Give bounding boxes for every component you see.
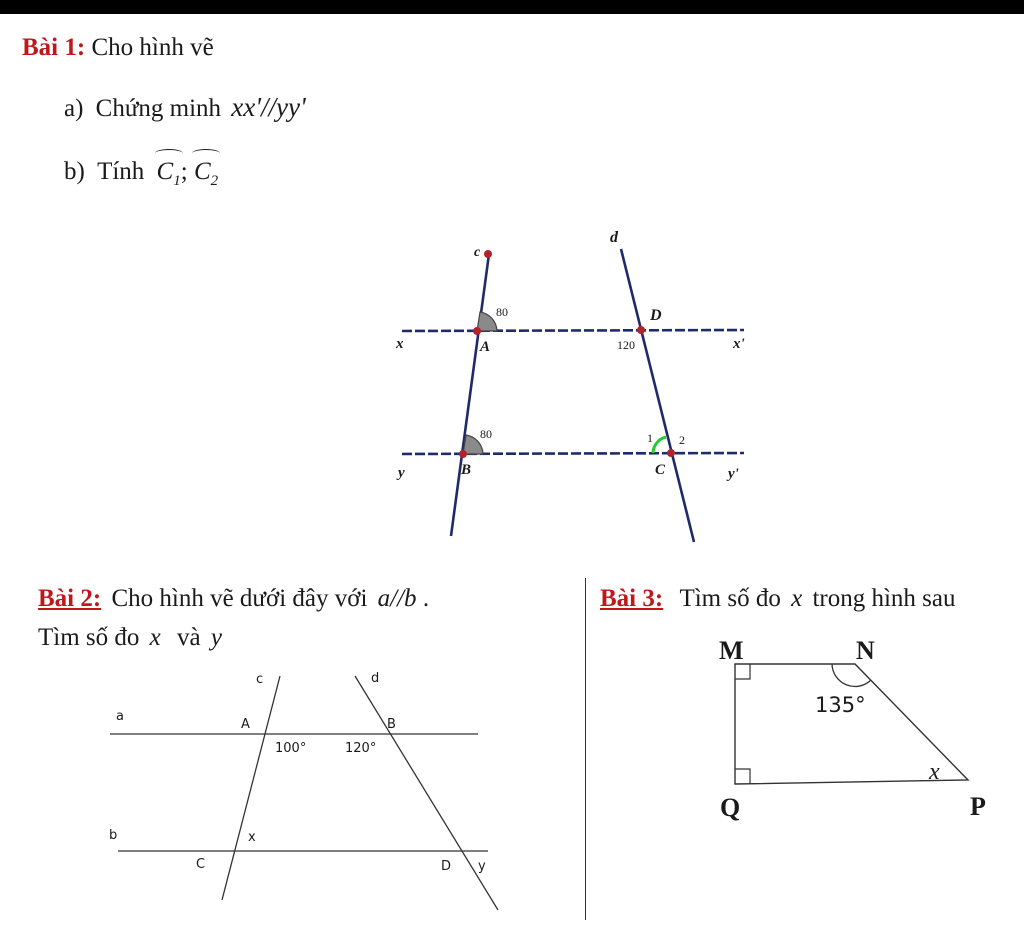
label-D: D: [650, 307, 662, 324]
bai2-line2-y: y: [210, 624, 222, 651]
right-angle-q: [735, 769, 750, 784]
bai1-b-text: Tính: [97, 158, 145, 185]
bai1-a-text: Chứng minh: [95, 95, 222, 122]
label-c2: c: [256, 672, 264, 687]
label-b: b: [109, 828, 118, 843]
label-B2: B: [387, 717, 396, 732]
label-A2: A: [241, 717, 250, 732]
label-C2: C: [196, 857, 206, 872]
angle-label-d: 120: [617, 338, 635, 352]
label-x: x: [396, 336, 404, 352]
label-B: B: [461, 462, 472, 478]
angle-label-100: 100°: [275, 741, 307, 756]
angle-c1-sub: 1: [173, 173, 181, 189]
angle-c1-letter: C: [156, 158, 174, 185]
bai2-line2-prefix: Tìm số đo: [38, 624, 140, 651]
angle-label-x3: x: [929, 759, 940, 785]
label-c: c: [474, 245, 481, 260]
bai3-text-x: x: [791, 585, 803, 612]
label-y2: y: [478, 859, 486, 874]
label-N: N: [856, 636, 875, 665]
bai1-title: Bài 1:: [22, 34, 86, 61]
angle-label-120: 120°: [345, 741, 377, 756]
angle-label-2: 2: [679, 433, 685, 447]
bai3-text-prefix: Tìm số đo: [679, 585, 781, 612]
bai2-line2-and: và: [177, 624, 201, 651]
bai3-text-suffix: trong hình sau: [812, 585, 956, 612]
bai1-b-sep: ;: [180, 158, 188, 185]
label-y-prime: y': [728, 466, 739, 482]
label-x-prime: x': [733, 336, 745, 352]
angle-label-135: 135°: [815, 693, 866, 717]
bai2-line1-math: a//b: [377, 585, 417, 612]
bai1-b-prefix: b): [64, 158, 85, 185]
label-C: C: [655, 462, 666, 478]
label-D2: D: [441, 859, 452, 874]
angle-c2-sub: 2: [210, 173, 219, 189]
bai1-intro: Cho hình vẽ: [91, 34, 214, 61]
bai1-a-math: xx'//yy': [231, 92, 306, 122]
label-d: d: [610, 229, 618, 246]
angle-label-a: 80: [496, 305, 508, 319]
bai2-line1-prefix: Cho hình vẽ dưới đây với: [111, 585, 368, 612]
label-A: A: [480, 339, 491, 355]
label-P: P: [970, 792, 986, 821]
label-M: M: [719, 636, 744, 665]
label-Q: Q: [720, 793, 741, 822]
bai1-a-prefix: a): [64, 95, 84, 122]
right-angle-m: [735, 664, 750, 679]
bai2-line1-suffix: .: [422, 585, 430, 612]
bai2-title: Bài 2:: [38, 585, 102, 612]
label-a: a: [116, 709, 124, 724]
angle-label-1: 1: [647, 431, 653, 445]
label-y: y: [398, 465, 405, 481]
label-x2: x: [248, 830, 256, 845]
bai2-line2-x: x: [149, 624, 161, 651]
angle-label-b: 80: [480, 427, 492, 441]
angle-c2-letter: C: [193, 158, 211, 185]
label-d2: d: [371, 671, 380, 686]
bai3-title: Bài 3:: [600, 585, 664, 612]
